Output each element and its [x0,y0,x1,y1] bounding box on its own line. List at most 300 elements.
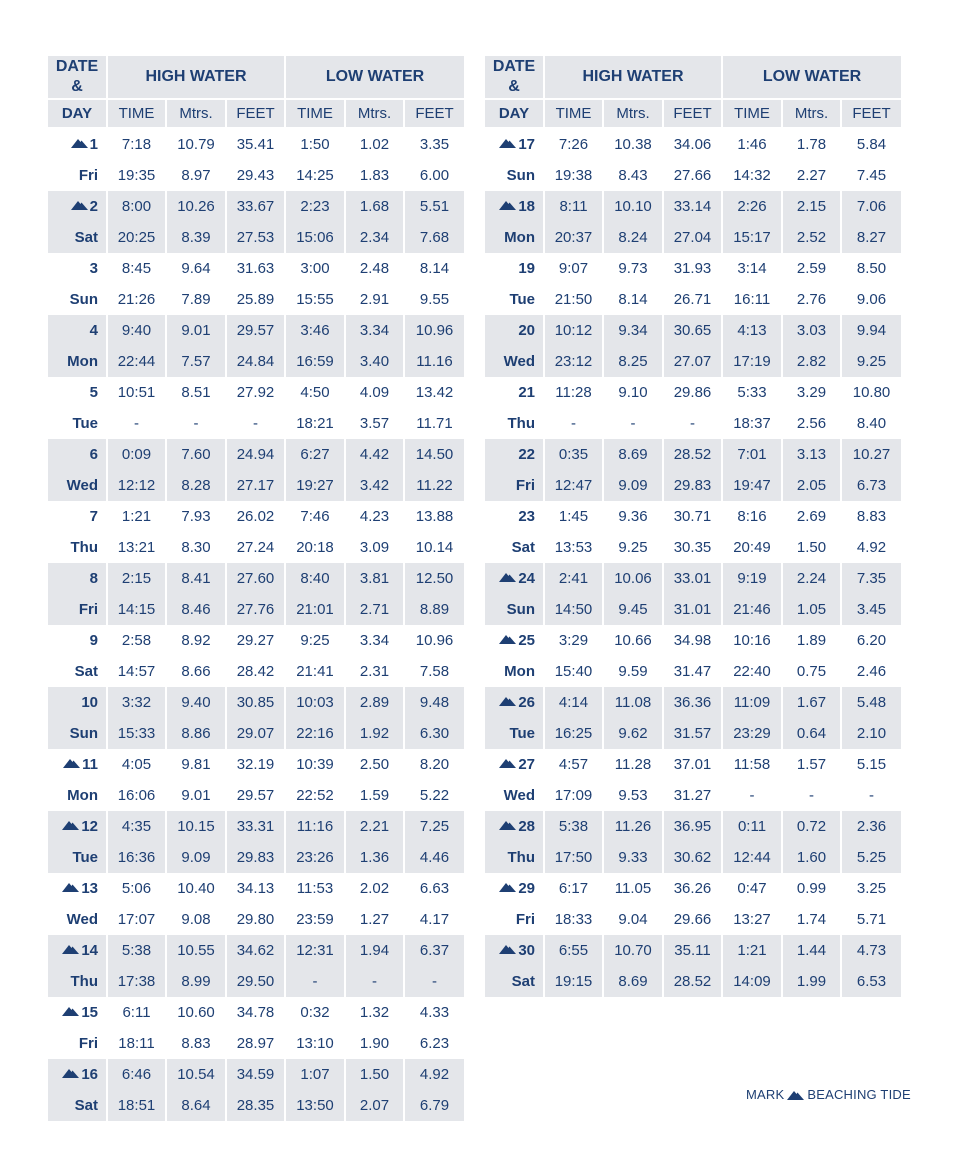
lw-feet-cell: 10.96 [415,632,454,649]
hw-time-cell: 8:11 [545,191,604,222]
lw-mtrs-cell: 1.36 [346,842,405,873]
hw-time-cell: 17:07 [108,904,167,935]
hw-time-cell: 17:09 [545,780,604,811]
hw-mtrs-cell: 8.69 [604,966,664,997]
lw-mtrs-cell: 1.27 [346,904,405,935]
lw-time-cell: 3:14 [723,253,783,284]
beaching-tide-mark-icon [499,138,516,148]
lw-time-header: TIME [723,100,783,129]
hw-mtrs-header: Mtrs. [167,100,227,129]
hw-mtrs-cell: 8.64 [167,1090,227,1121]
lw-time-cell: 3:00 [286,253,346,284]
lw-mtrs-cell: 0.64 [783,718,842,749]
lw-mtrs-cell: 1.83 [346,160,405,191]
table-row [48,780,464,811]
date-cell [485,191,545,222]
date-number: 10 [81,694,98,711]
hw-time-cell: 1:21 [108,501,167,532]
beaching-tide-mark-icon [499,882,516,892]
date-number: 5 [89,384,98,401]
lw-mtrs-cell: 1.05 [783,594,842,625]
day-cell: Thu [485,408,545,439]
beaching-tide-mark-icon [62,820,79,830]
lw-time-cell: 7:01 [723,439,783,470]
hw-feet-cell: 27.92 [227,377,286,408]
hw-time-header: TIME [545,100,604,129]
hw-mtrs-cell: 9.45 [604,594,664,625]
lw-mtrs-cell: 1.99 [783,966,842,997]
lw-feet-cell: 11.16 [405,346,464,377]
date-number: 17 [518,136,535,153]
date-number: 18 [518,198,535,215]
hw-feet-cell: 33.14 [664,191,723,222]
date-cell [485,749,545,780]
lw-mtrs-header: Mtrs. [346,100,405,129]
hw-time-cell: 19:15 [545,966,604,997]
hw-feet-cell: 30.65 [664,315,723,346]
table-row [485,408,901,439]
lw-mtrs-cell: 2.52 [783,222,842,253]
hw-feet-cell: 30.85 [227,687,286,718]
table-row [485,718,901,749]
hw-feet-cell: 30.62 [664,842,723,873]
hw-feet-cell: 34.78 [227,997,286,1028]
lw-mtrs-cell: 1.02 [346,129,405,160]
hw-mtrs-cell: 7.93 [167,501,227,532]
lw-feet-cell: 8.40 [856,415,887,432]
beaching-tide-mark-icon [62,1068,79,1078]
hw-time-cell: 1:45 [545,501,604,532]
table-row [485,129,901,160]
tide-rows-left [48,129,464,1121]
lw-mtrs-cell: 2.56 [783,408,842,439]
hw-feet-cell: 29.80 [227,904,286,935]
hw-mtrs-cell: 10.70 [604,935,664,966]
table-row [485,749,901,780]
lw-time-cell: 0:11 [723,811,783,842]
hw-mtrs-cell: 9.73 [604,253,664,284]
lw-feet-cell: 8.14 [419,260,450,277]
day-cell: Fri [48,1028,108,1059]
table-row [48,625,464,656]
hw-feet-cell: 24.94 [227,439,286,470]
lw-time-cell: 11:09 [723,687,783,718]
lw-mtrs-cell: 1.50 [783,532,842,563]
lw-time-cell: 23:26 [286,842,346,873]
lw-mtrs-cell: - [346,966,405,997]
table-row [485,873,901,904]
table-row [485,780,901,811]
hw-feet-cell: 31.01 [664,594,723,625]
table-row [48,718,464,749]
beaching-tide-mark-icon [71,200,88,210]
hw-feet-header: FEET [664,100,723,129]
hw-mtrs-cell: 9.08 [167,904,227,935]
lw-mtrs-cell: 2.69 [783,501,842,532]
lw-feet-cell: 6.23 [419,1035,450,1052]
lw-mtrs-cell: 4.42 [346,439,405,470]
beaching-tide-mark-icon [499,634,516,644]
table-row [48,935,464,966]
hw-feet-cell: 31.63 [227,253,286,284]
day-cell: Sun [48,284,108,315]
lw-mtrs-cell: 1.92 [346,718,405,749]
table-row [48,749,464,780]
lw-mtrs-cell: 1.60 [783,842,842,873]
lw-mtrs-cell: 4.09 [346,377,405,408]
lw-mtrs-cell: 2.24 [783,563,842,594]
hw-time-cell: - [545,408,604,439]
lw-time-cell: 1:21 [723,935,783,966]
date-cell [485,563,545,594]
lw-time-cell: 22:52 [286,780,346,811]
hw-mtrs-cell: 10.55 [167,935,227,966]
hw-mtrs-cell: 10.79 [167,129,227,160]
hw-mtrs-cell: 8.83 [167,1028,227,1059]
lw-feet-cell: 11.71 [416,415,453,432]
lw-feet-cell: 7.25 [405,811,464,842]
table-row [48,160,464,191]
lw-mtrs-cell: 1.67 [783,687,842,718]
hw-feet-cell: 30.71 [664,501,723,532]
hw-time-cell: 13:53 [545,532,604,563]
lw-mtrs-cell: 4.23 [346,501,405,532]
lw-time-cell: 18:21 [286,408,346,439]
hw-feet-cell: 27.76 [227,594,286,625]
table-row [48,191,464,222]
lw-time-cell: 2:26 [723,191,783,222]
day-cell: Fri [48,594,108,625]
lw-feet-cell: 3.45 [842,594,901,625]
hw-feet-cell: 34.06 [664,129,723,160]
lw-mtrs-cell: 3.13 [783,439,842,470]
hw-mtrs-cell: 9.09 [604,470,664,501]
hw-feet-cell: 34.98 [664,625,723,656]
hw-feet-cell: 33.67 [227,191,286,222]
lw-time-cell: 12:31 [286,935,346,966]
hw-time-header: TIME [108,100,167,129]
date-number: 9 [89,632,98,649]
hw-feet-cell: 26.02 [227,501,286,532]
hw-mtrs-cell: 8.25 [604,346,664,377]
date-number: 12 [81,818,98,835]
lw-feet-cell: 2.36 [842,811,901,842]
lw-feet-header: FEET [842,100,901,129]
table-row [485,904,901,935]
lw-feet-cell: 11.22 [405,470,464,501]
day-cell: Mon [485,656,545,687]
hw-time-cell: 12:47 [545,470,604,501]
date-number: 22 [518,446,535,463]
lw-feet-cell: 3.35 [419,136,450,153]
beaching-tide-mark-icon [787,1090,804,1100]
day-cell: Mon [485,222,545,253]
lw-feet-cell: 12.50 [405,563,464,594]
table-row [485,935,901,966]
lw-time-cell: 13:10 [286,1028,346,1059]
lw-mtrs-cell: 0.75 [783,656,842,687]
legend-beaching-tide-label: BEACHING TIDE [807,1087,911,1102]
lw-mtrs-cell: 1.59 [346,780,405,811]
beaching-tide-mark-icon [499,820,516,830]
hw-time-cell: 2:41 [545,563,604,594]
hw-mtrs-cell: 9.40 [167,687,227,718]
lw-mtrs-cell: 3.42 [346,470,405,501]
hw-feet-cell: 33.01 [664,563,723,594]
hw-time-cell: 19:35 [108,160,167,191]
lw-mtrs-header: Mtrs. [783,100,842,129]
hw-time-cell: 16:06 [108,780,167,811]
hw-feet-cell: 32.19 [227,749,286,780]
lw-mtrs-cell: 2.48 [346,253,405,284]
hw-mtrs-cell: 8.30 [167,532,227,563]
hw-feet-cell: 33.31 [227,811,286,842]
hw-time-cell: 18:11 [108,1028,167,1059]
date-cell [485,315,545,346]
lw-mtrs-cell: 1.89 [783,625,842,656]
hw-feet-cell: 29.66 [664,904,723,935]
hw-feet-header: FEET [227,100,286,129]
hw-time-cell: 14:15 [108,594,167,625]
hw-feet-cell: 25.89 [227,284,286,315]
date-number: 29 [518,880,535,897]
lw-feet-cell: 5.15 [856,756,887,773]
lw-feet-cell: 9.55 [419,291,450,308]
table-row [485,594,901,625]
hw-mtrs-cell: 8.28 [167,470,227,501]
lw-feet-cell: 2.46 [856,663,887,680]
hw-mtrs-cell: 9.62 [604,718,664,749]
table-row [485,687,901,718]
lw-feet-cell: 4.92 [856,539,887,556]
date-cell [48,1059,108,1090]
lw-feet-cell: 8.50 [856,260,887,277]
hw-feet-cell: 31.27 [664,780,723,811]
date-cell [48,129,108,160]
hw-feet-cell: 30.35 [664,532,723,563]
table-row [485,532,901,563]
day-cell: Wed [48,904,108,935]
hw-feet-cell: 27.04 [664,222,723,253]
hw-mtrs-cell: 9.59 [604,656,664,687]
hw-feet-cell: 29.83 [227,842,286,873]
lw-feet-cell: 10.27 [842,439,901,470]
hw-mtrs-cell: 10.26 [167,191,227,222]
lw-time-cell: 4:50 [286,377,346,408]
table-row [485,222,901,253]
table-row [485,439,901,470]
hw-time-cell: 18:51 [108,1090,167,1121]
lw-mtrs-cell: 2.21 [346,811,405,842]
lw-feet-cell: 10.80 [852,384,891,401]
lw-time-cell: 8:16 [723,501,783,532]
day-cell: Sat [485,966,545,997]
lw-feet-cell: 10.96 [405,315,464,346]
lw-time-header: TIME [286,100,346,129]
hw-time-cell: 14:57 [108,656,167,687]
beaching-tide-mark-icon [499,572,516,582]
day-cell: Sat [48,656,108,687]
lw-mtrs-cell: 1.74 [783,904,842,935]
table-row [485,656,901,687]
table-row [48,1090,464,1121]
hw-mtrs-cell: 11.26 [604,811,664,842]
hw-mtrs-cell: 10.06 [604,563,664,594]
date-cell [48,997,108,1028]
table-row [485,346,901,377]
table-row [48,315,464,346]
hw-mtrs-cell: 7.60 [167,439,227,470]
hw-mtrs-cell: 11.08 [604,687,664,718]
hw-feet-cell: - [664,408,723,439]
hw-time-cell: 0:35 [545,439,604,470]
hw-mtrs-cell: 10.38 [604,129,664,160]
lw-feet-cell: 4.73 [842,935,901,966]
hw-mtrs-cell: 9.10 [604,377,664,408]
beaching-tide-legend [746,1087,911,1102]
lw-mtrs-cell: 0.72 [783,811,842,842]
date-cell [485,501,545,532]
hw-mtrs-cell: 9.64 [167,253,227,284]
date-cell [485,811,545,842]
hw-time-cell: 5:06 [108,873,167,904]
day-header: DAY [485,100,545,129]
lw-feet-cell: 6.20 [856,632,887,649]
lw-time-cell: 19:27 [286,470,346,501]
day-cell: Sun [485,594,545,625]
lw-feet-cell: 7.58 [419,663,450,680]
table-row [485,501,901,532]
hw-time-cell: 6:17 [545,873,604,904]
lw-feet-cell: 7.06 [842,191,901,222]
date-number: 27 [518,756,535,773]
hw-feet-cell: 29.07 [227,718,286,749]
lw-feet-cell: 6.63 [419,880,450,897]
tide-rows-right [485,129,901,997]
hw-feet-cell: 31.47 [664,656,723,687]
lw-feet-cell: 5.48 [842,687,901,718]
date-number: 14 [81,942,98,959]
lw-time-cell: 13:27 [723,904,783,935]
hw-feet-cell: - [227,408,286,439]
hw-mtrs-cell: 10.60 [167,997,227,1028]
hw-mtrs-cell: - [604,408,664,439]
day-cell: Mon [48,346,108,377]
hw-feet-cell: 29.57 [227,780,286,811]
lw-feet-cell: 4.33 [419,1004,450,1021]
hw-mtrs-cell: 7.89 [167,284,227,315]
date-day-header: DATE & [48,56,108,100]
date-number: 4 [89,322,98,339]
lw-time-cell: 14:32 [723,160,783,191]
day-cell: Wed [48,470,108,501]
hw-time-cell: - [108,408,167,439]
date-number: 7 [89,508,98,525]
date-number: 2 [89,198,98,215]
hw-time-cell: 17:38 [108,966,167,997]
lw-time-cell: 8:40 [286,563,346,594]
lw-feet-cell: 9.06 [856,291,887,308]
lw-mtrs-cell: 2.27 [783,160,842,191]
hw-time-cell: 17:50 [545,842,604,873]
hw-mtrs-cell: 11.05 [604,873,664,904]
day-cell: Sat [48,222,108,253]
beaching-tide-mark-icon [63,758,80,768]
lw-mtrs-cell: 2.02 [346,873,405,904]
date-cell [485,129,545,160]
hw-time-cell: 5:38 [545,811,604,842]
date-number: 26 [518,694,535,711]
lw-time-cell: 15:06 [286,222,346,253]
day-cell: Wed [485,346,545,377]
hw-feet-cell: 36.26 [664,873,723,904]
lw-mtrs-cell: 2.71 [346,594,405,625]
date-number: 1 [89,136,98,153]
lw-time-cell: 2:23 [286,191,346,222]
lw-time-cell: - [286,966,346,997]
hw-time-cell: 9:40 [108,315,167,346]
table-row [485,811,901,842]
lw-feet-cell: 4.46 [405,842,464,873]
date-cell [485,873,545,904]
lw-time-cell: 14:09 [723,966,783,997]
date-cell [485,253,545,284]
high-water-header: HIGH WATER [545,56,723,100]
date-number: 23 [518,508,535,525]
lw-time-cell: 6:27 [286,439,346,470]
date-cell [48,873,108,904]
lw-feet-cell: 9.94 [842,315,901,346]
hw-time-cell: 13:21 [108,532,167,563]
lw-feet-cell: 5.71 [856,911,887,928]
date-number: 28 [518,818,535,835]
lw-mtrs-cell: 1.57 [783,749,842,780]
lw-mtrs-cell: 2.07 [346,1090,405,1121]
lw-feet-header: FEET [405,100,464,129]
lw-time-cell: 0:32 [286,997,346,1028]
lw-mtrs-cell: 3.09 [346,532,405,563]
beaching-tide-mark-icon [499,200,516,210]
date-cell [48,377,108,408]
lw-mtrs-cell: 1.32 [346,997,405,1028]
day-header: DAY [48,100,108,129]
table-row [48,470,464,501]
hw-feet-cell: 28.97 [227,1028,286,1059]
hw-feet-cell: 36.95 [664,811,723,842]
date-cell [485,935,545,966]
hw-mtrs-cell: - [167,408,227,439]
hw-mtrs-cell: 10.40 [167,873,227,904]
lw-mtrs-cell: 2.31 [346,656,405,687]
hw-time-cell: 21:50 [545,284,604,315]
tide-table-left [48,56,464,1121]
hw-feet-cell: 31.93 [664,253,723,284]
lw-time-cell: 21:41 [286,656,346,687]
hw-feet-cell: 27.07 [664,346,723,377]
day-cell: Tue [485,718,545,749]
table-row [485,563,901,594]
table-row [485,966,901,997]
lw-time-cell: 11:53 [286,873,346,904]
table-row [48,1028,464,1059]
hw-mtrs-cell: 7.57 [167,346,227,377]
lw-mtrs-cell: 3.57 [346,408,405,439]
hw-mtrs-cell: 9.04 [604,904,664,935]
lw-time-cell: - [723,780,783,811]
lw-feet-cell: 8.83 [856,508,887,525]
lw-feet-cell: 2.10 [842,718,901,749]
day-cell: Tue [48,842,108,873]
